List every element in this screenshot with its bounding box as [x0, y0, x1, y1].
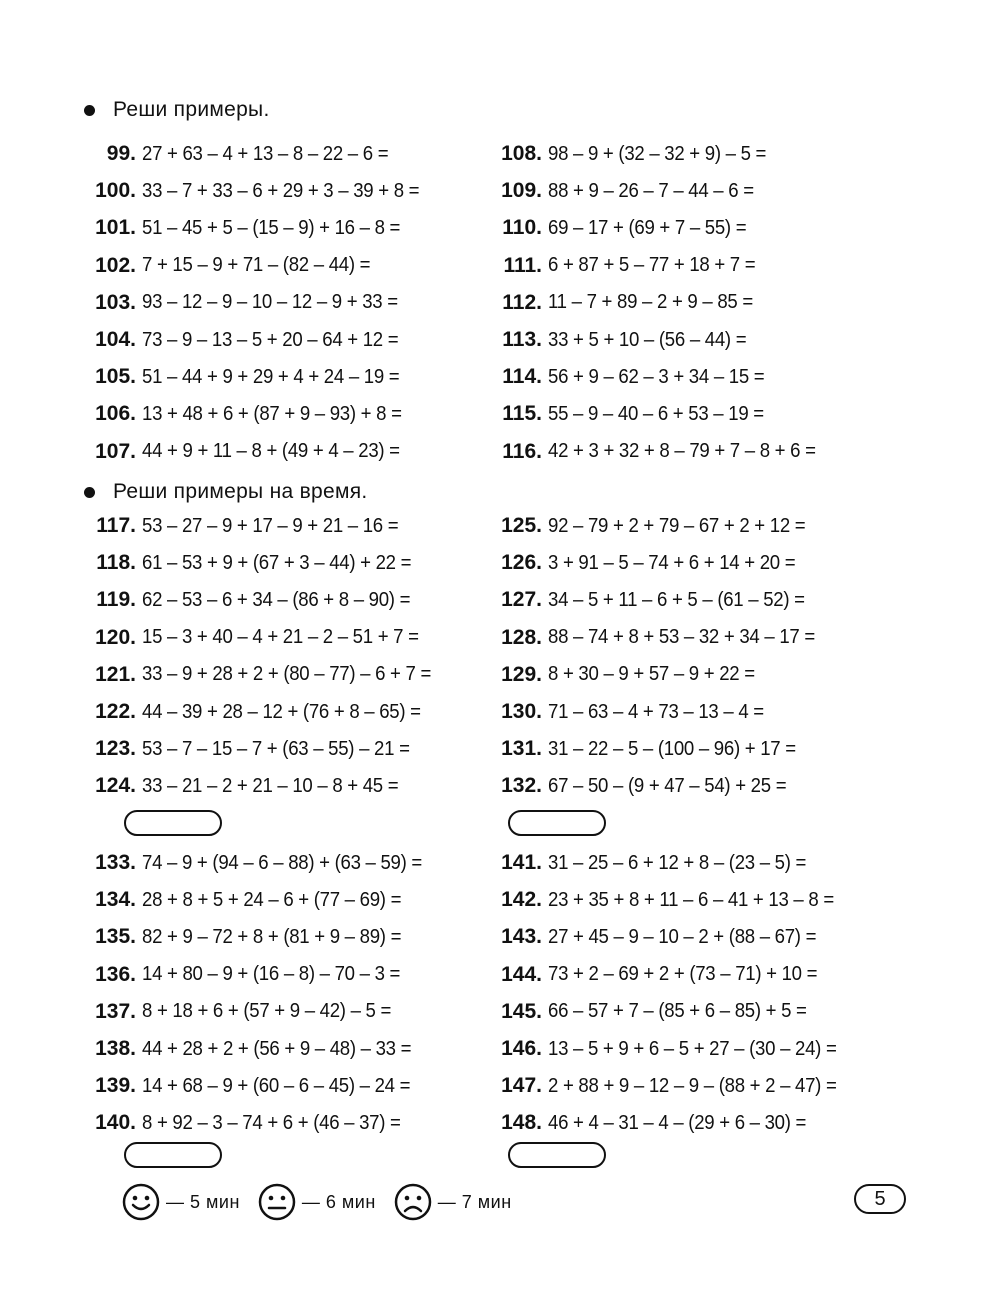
- exercise-number: 120.: [95, 625, 136, 649]
- exercise-number: 116.: [502, 439, 542, 463]
- exercise-expression: 44 + 9 + 11 – 8 + (49 + 4 – 23) =: [142, 440, 400, 463]
- legend-item-neutral: [258, 1183, 376, 1221]
- answer-time-box[interactable]: [508, 810, 606, 836]
- exercise-number: 144.: [501, 962, 542, 986]
- exercise-expression: 62 – 53 – 6 + 34 – (86 + 8 – 90) =: [142, 588, 411, 611]
- exercise-row: [84, 660, 453, 690]
- exercise-number: 110.: [502, 216, 542, 240]
- exercise-row: [84, 1108, 420, 1138]
- exercise-expression: 55 – 9 – 40 – 6 + 53 – 19 =: [548, 402, 764, 425]
- exercise-number: 134.: [95, 888, 136, 912]
- exercise-row: [490, 623, 835, 653]
- exercise-number: 147.: [501, 1074, 542, 1098]
- neutral-face-icon: [258, 1183, 296, 1221]
- exercise-expression: 93 – 12 – 9 – 10 – 12 – 9 + 33 =: [142, 291, 398, 314]
- exercise-number: 118.: [96, 551, 136, 575]
- exercise-expression: 66 – 57 + 7 – (85 + 6 – 85) + 5 =: [548, 1000, 807, 1023]
- exercise-row: [490, 697, 780, 727]
- exercise-expression: 33 + 5 + 10 – (56 – 44) =: [548, 328, 747, 351]
- exercise-row: [490, 922, 836, 952]
- exercise-row: [490, 176, 769, 206]
- exercise-expression: 44 + 28 + 2 + (56 + 9 – 48) – 33 =: [142, 1037, 412, 1060]
- legend-label: — 7 мин: [437, 1191, 512, 1212]
- exercise-row: [84, 585, 430, 615]
- exercise-row: [490, 511, 825, 541]
- exercise-number: 121.: [95, 662, 136, 686]
- exercise-number: 101.: [95, 216, 136, 240]
- answer-time-box[interactable]: [124, 810, 222, 836]
- exercise-row: [490, 1034, 858, 1064]
- exercise-expression: 74 – 9 + (94 – 6 – 88) + (63 – 59) =: [142, 851, 423, 874]
- exercise-expression: 2 + 88 + 9 – 12 – 9 – (88 + 2 – 47) =: [548, 1074, 837, 1097]
- exercise-row: [490, 848, 826, 878]
- exercise-expression: 53 – 27 – 9 + 17 – 9 + 21 – 16 =: [142, 514, 399, 537]
- exercise-row: [84, 997, 410, 1027]
- exercise-number: 136.: [95, 962, 136, 986]
- exercise-expression: 73 + 2 – 69 + 2 + (73 – 71) + 10 =: [548, 963, 818, 986]
- exercise-row: [84, 139, 407, 169]
- exercise-row: [490, 771, 804, 801]
- exercise-number: 130.: [501, 700, 542, 723]
- exercise-expression: 92 – 79 + 2 + 79 – 67 + 2 + 12 =: [548, 514, 806, 537]
- exercise-row: [84, 960, 420, 990]
- exercise-number: 106.: [95, 402, 136, 426]
- exercise-row: [490, 1071, 858, 1101]
- exercise-row: [84, 213, 420, 243]
- exercise-number: 100.: [95, 179, 136, 203]
- exercise-number: 127.: [501, 588, 542, 612]
- exercise-number: 131.: [501, 737, 542, 761]
- exercise-expression: 27 + 45 – 9 – 10 – 2 + (88 – 67) =: [548, 925, 817, 948]
- exercise-expression: 8 + 18 + 6 + (57 + 9 – 42) – 5 =: [142, 1000, 392, 1023]
- exercise-row: [84, 623, 440, 653]
- exercise-number: 132.: [501, 774, 542, 798]
- exercise-expression: 34 – 5 + 11 – 6 + 5 – (61 – 52) =: [548, 588, 805, 611]
- exercise-expression: 82 + 9 – 72 + 8 + (81 + 9 – 89) =: [142, 925, 402, 948]
- exercise-expression: 44 – 39 + 28 – 12 + (76 + 8 – 65) =: [142, 700, 421, 723]
- exercise-number: 145.: [501, 999, 542, 1023]
- exercise-row: [84, 176, 440, 206]
- section-heading-2: [84, 478, 368, 506]
- legend-item-sad: [394, 1183, 512, 1221]
- exercise-expression: 53 – 7 – 15 – 7 + (63 – 55) – 21 =: [142, 737, 410, 760]
- exercise-expression: 42 + 3 + 32 + 8 – 79 + 7 – 8 + 6 =: [548, 440, 816, 463]
- exercise-row: [84, 734, 430, 764]
- answer-time-box[interactable]: [508, 1142, 606, 1168]
- exercise-expression: 31 – 22 – 5 – (100 – 96) + 17 =: [548, 737, 796, 760]
- happy-face-icon: [122, 1183, 160, 1221]
- exercise-row: [84, 848, 443, 878]
- exercise-number: 111.: [503, 253, 542, 277]
- heading-text: Реши примеры.: [113, 98, 270, 121]
- exercise-expression: 33 – 9 + 28 + 2 + (80 – 77) – 6 + 7 =: [142, 663, 432, 686]
- exercise-row: [84, 548, 431, 578]
- exercise-row: [84, 885, 421, 915]
- exercise-expression: 88 + 9 – 26 – 7 – 44 – 6 =: [548, 179, 754, 202]
- exercise-expression: 15 – 3 + 40 – 4 + 21 – 2 – 51 + 7 =: [142, 626, 419, 649]
- exercise-row: [84, 697, 442, 727]
- exercise-expression: 33 – 21 – 2 + 21 – 10 – 8 + 45 =: [142, 774, 399, 797]
- exercise-expression: 71 – 63 – 4 + 73 – 13 – 4 =: [548, 700, 764, 723]
- exercise-row: [84, 922, 421, 952]
- exercise-number: 125.: [501, 514, 542, 537]
- section-heading-1: [84, 96, 270, 124]
- exercise-expression: 73 – 9 – 13 – 5 + 20 – 64 + 12 =: [142, 328, 399, 351]
- exercise-number: 137.: [95, 999, 136, 1023]
- exercise-expression: 98 – 9 + (32 – 32 + 9) – 5 =: [548, 142, 767, 165]
- exercise-number: 108.: [501, 142, 542, 165]
- page-number: 5: [854, 1184, 906, 1214]
- exercise-number: 140.: [95, 1111, 136, 1135]
- bullet-icon: [84, 105, 95, 116]
- exercise-expression: 56 + 9 – 62 – 3 + 34 – 15 =: [548, 365, 765, 388]
- exercise-row: [490, 362, 781, 392]
- exercise-number: 141.: [501, 851, 542, 874]
- exercise-number: 126.: [501, 551, 542, 575]
- exercise-expression: 8 + 92 – 3 – 74 + 6 + (46 – 37) =: [142, 1111, 401, 1134]
- exercise-row: [84, 511, 418, 541]
- exercise-expression: 27 + 63 – 4 + 13 – 8 – 22 – 6 =: [142, 142, 389, 165]
- heading-text: Реши примеры на время.: [113, 480, 368, 503]
- exercise-row: [490, 585, 824, 615]
- exercise-row: [84, 399, 421, 429]
- exercise-number: 119.: [96, 588, 136, 612]
- exercise-number: 117.: [96, 514, 136, 537]
- exercise-row: [490, 437, 836, 467]
- exercise-number: 109.: [501, 179, 542, 203]
- exercise-row: [84, 1071, 430, 1101]
- bullet-icon: [84, 487, 95, 498]
- exercise-row: [490, 997, 826, 1027]
- exercise-expression: 51 – 45 + 5 – (15 – 9) + 16 – 8 =: [142, 216, 401, 239]
- exercise-number: 113.: [502, 328, 542, 351]
- legend-label: — 5 мин: [166, 1191, 240, 1212]
- exercise-row: [490, 734, 814, 764]
- exercise-number: 139.: [95, 1074, 136, 1098]
- exercise-expression: 88 – 74 + 8 + 53 – 32 + 34 – 17 =: [548, 626, 815, 649]
- exercise-row: [490, 288, 768, 318]
- exercise-number: 102.: [95, 253, 136, 277]
- exercise-row: [490, 960, 837, 990]
- exercise-number: 107.: [95, 439, 136, 463]
- exercise-number: 104.: [95, 328, 136, 351]
- exercise-expression: 69 – 17 + (69 + 7 – 55) =: [548, 216, 747, 239]
- exercise-expression: 11 – 7 + 89 – 2 + 9 – 85 =: [548, 291, 753, 314]
- exercise-row: [490, 251, 771, 281]
- exercise-number: 143.: [501, 925, 542, 949]
- exercise-number: 148.: [501, 1111, 542, 1135]
- exercise-row: [490, 399, 780, 429]
- legend-item-happy: [122, 1183, 240, 1221]
- exercise-number: 128.: [501, 625, 542, 649]
- exercise-row: [490, 660, 770, 690]
- exercise-expression: 13 + 48 + 6 + (87 + 9 – 93) + 8 =: [142, 402, 402, 425]
- exercise-number: 122.: [95, 700, 136, 723]
- exercise-expression: 13 – 5 + 9 + 6 – 5 + 27 – (30 – 24) =: [548, 1037, 837, 1060]
- exercise-number: 115.: [502, 402, 542, 426]
- exercise-expression: 14 + 68 – 9 + (60 – 6 – 45) – 24 =: [142, 1074, 411, 1097]
- answer-time-box[interactable]: [124, 1142, 222, 1168]
- exercise-expression: 28 + 8 + 5 + 24 – 6 + (77 – 69) =: [142, 888, 402, 911]
- exercise-row: [84, 1034, 431, 1064]
- exercise-expression: 61 – 53 + 9 + (67 + 3 – 44) + 22 =: [142, 551, 412, 574]
- exercise-row: [84, 288, 417, 318]
- exercise-number: 138.: [95, 1037, 136, 1060]
- exercise-number: 142.: [501, 888, 542, 912]
- exercise-row: [490, 213, 761, 243]
- exercise-number: 103.: [95, 290, 136, 314]
- exercise-row: [84, 771, 418, 801]
- exercise-expression: 14 + 80 – 9 + (16 – 8) – 70 – 3 =: [142, 963, 401, 986]
- exercise-row: [490, 325, 761, 355]
- exercise-row: [490, 885, 855, 915]
- time-legend: [122, 1183, 530, 1221]
- sad-face-icon: [394, 1183, 432, 1221]
- exercise-row: [84, 437, 419, 467]
- exercise-number: 99.: [106, 142, 136, 165]
- exercise-number: 129.: [501, 662, 542, 686]
- exercise-expression: 31 – 25 – 6 + 12 + 8 – (23 – 5) =: [548, 851, 807, 874]
- exercise-row: [490, 548, 814, 578]
- exercise-number: 124.: [95, 774, 136, 798]
- exercise-expression: 51 – 44 + 9 + 29 + 4 + 24 – 19 =: [142, 365, 400, 388]
- exercise-row: [490, 139, 783, 169]
- exercise-row: [84, 325, 418, 355]
- exercise-number: 112.: [502, 290, 542, 314]
- exercise-expression: 8 + 30 – 9 + 57 – 9 + 22 =: [548, 663, 755, 686]
- legend-label: — 6 мин: [301, 1191, 376, 1212]
- exercise-expression: 3 + 91 – 5 – 74 + 6 + 14 + 20 =: [548, 551, 796, 574]
- exercise-row: [490, 1108, 826, 1138]
- exercise-number: 133.: [95, 851, 136, 874]
- exercise-number: 123.: [95, 737, 136, 761]
- exercise-row: [84, 251, 387, 281]
- exercise-expression: 7 + 15 – 9 + 71 – (82 – 44) =: [142, 254, 371, 277]
- exercise-row: [84, 362, 419, 392]
- exercise-number: 135.: [95, 925, 136, 949]
- exercise-expression: 23 + 35 + 8 + 11 – 6 – 41 + 13 – 8 =: [548, 888, 834, 911]
- exercise-number: 146.: [501, 1037, 542, 1060]
- exercise-expression: 33 – 7 + 33 – 6 + 29 + 3 – 39 + 8 =: [142, 179, 420, 202]
- exercise-number: 114.: [502, 365, 542, 389]
- exercise-expression: 6 + 87 + 5 – 77 + 18 + 7 =: [548, 254, 756, 277]
- exercise-number: 105.: [95, 365, 136, 389]
- exercise-expression: 46 + 4 – 31 – 4 – (29 + 6 – 30) =: [548, 1111, 807, 1134]
- exercise-expression: 67 – 50 – (9 + 47 – 54) + 25 =: [548, 774, 787, 797]
